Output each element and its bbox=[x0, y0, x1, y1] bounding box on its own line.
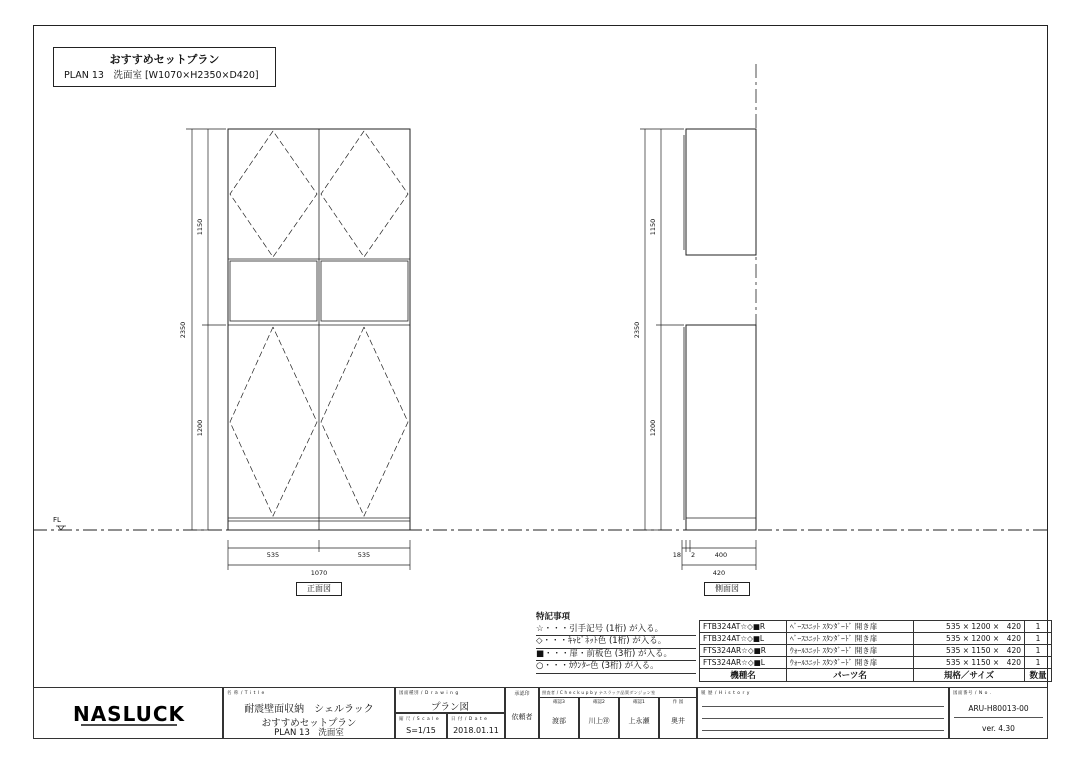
part-name-cell: ﾍﾞｰｽﾕﾆｯﾄ ｽﾀﾝﾀﾞｰﾄﾞ 開き扉 bbox=[787, 633, 914, 645]
side-dim-depth-b: 2 bbox=[691, 551, 696, 559]
plan-name: おすすめセットプラン bbox=[261, 718, 357, 729]
title-block bbox=[33, 687, 1048, 739]
size-cell: 535 × 1200 × 420 bbox=[914, 633, 1025, 645]
notes-heading: 特記事項 bbox=[536, 612, 571, 622]
svg-text:NASLUCK: NASLUCK bbox=[72, 702, 186, 726]
date-value: 2018.01.11 bbox=[453, 726, 499, 735]
check-col bbox=[659, 697, 697, 739]
table-row bbox=[700, 621, 1052, 633]
parts-table bbox=[699, 620, 1052, 682]
scale-cell bbox=[395, 713, 447, 739]
note-line: ○・・・ｶｳﾝﾀｰ色 (3桁) が入る。 bbox=[536, 661, 696, 674]
part-name-cell: ｳｫｰﾙﾕﾆｯﾄ ｽﾀﾝﾀﾞｰﾄﾞ 開き扉 bbox=[787, 657, 914, 669]
model-cell: FTS324AR☆◇■R bbox=[700, 645, 787, 657]
checker-name: 上永瀬 bbox=[628, 717, 650, 725]
check-col-label: 確認1 bbox=[633, 700, 645, 705]
side-dim-depth-main: 400 bbox=[714, 551, 728, 559]
table-row bbox=[700, 645, 1052, 657]
date-caption: 日 付 / D a t e bbox=[451, 717, 488, 722]
side-dim-lower: 1200 bbox=[649, 419, 657, 437]
part-name-cell: ｳｫｰﾙﾕﾆｯﾄ ｽﾀﾝﾀﾞｰﾄﾞ 開き扉 bbox=[787, 645, 914, 657]
header-model: 機種名 bbox=[700, 669, 787, 682]
name-cell bbox=[223, 687, 395, 739]
header-qty: 数量 bbox=[1025, 669, 1052, 682]
number-caption: 図面番号 / N o . bbox=[953, 691, 992, 696]
plan-title: おすすめセットプラン bbox=[109, 53, 220, 66]
scale-value: S=1/15 bbox=[406, 726, 436, 735]
model-cell: FTB324AT☆◇■R bbox=[700, 621, 787, 633]
product-name: 耐震壁面収納 シェルラック bbox=[244, 704, 374, 715]
scale-caption: 縮 尺 / S c a l e bbox=[399, 717, 440, 722]
note-line: ■・・・扉・前板色 (3桁) が入る。 bbox=[536, 649, 696, 662]
name-caption: 名 称 / T i t l e bbox=[227, 691, 265, 696]
front-dim-width-total: 1070 bbox=[310, 569, 328, 577]
drawing-caption: 図面種別 / D r a w i n g bbox=[399, 691, 459, 696]
side-vertical-dims bbox=[640, 129, 684, 530]
note-line: ☆・・・引手記号 (1桁) が入る。 bbox=[536, 624, 696, 637]
special-notes bbox=[536, 612, 696, 674]
table-row bbox=[700, 633, 1052, 645]
plan-number: PLAN 13 洗面室 bbox=[274, 728, 344, 738]
qty-cell: 1 bbox=[1025, 657, 1052, 669]
drawing-number: ARU-H80013-00 bbox=[968, 704, 1029, 713]
plan-subtitle: PLAN 13 洗面室 [W1070×H2350×D420] bbox=[64, 70, 259, 81]
side-view-label: 側面図 bbox=[704, 582, 750, 596]
front-view-label: 正面図 bbox=[296, 582, 342, 596]
header-part-name: パーツ名 bbox=[787, 669, 914, 682]
floor-level-marker bbox=[56, 526, 66, 530]
side-cabinet bbox=[684, 64, 756, 530]
date-cell bbox=[447, 713, 505, 739]
floor-level-label: FL bbox=[53, 516, 61, 524]
front-dim-upper: 1150 bbox=[196, 218, 204, 236]
check-col-label: 確認2 bbox=[593, 700, 605, 705]
side-dim-height-total: 2350 bbox=[633, 321, 641, 339]
history-cell bbox=[697, 687, 949, 739]
drawing-type-cell bbox=[395, 687, 505, 713]
front-dim-width-left: 535 bbox=[266, 551, 280, 559]
history-caption: 履 歴 / H i s t o r y bbox=[701, 691, 750, 696]
table-header-row bbox=[700, 669, 1052, 682]
note-line: ◇・・・ｷｬﾋﾞﾈｯﾄ色 (1桁) が入る。 bbox=[536, 636, 696, 649]
checker-name: 川上㊞ bbox=[588, 717, 610, 725]
model-cell: FTB324AT☆◇■L bbox=[700, 633, 787, 645]
check-col bbox=[539, 697, 579, 739]
checker-name: 渡部 bbox=[552, 717, 566, 725]
front-dim-height-total: 2350 bbox=[179, 321, 187, 339]
drawing-type: プラン図 bbox=[430, 702, 469, 713]
part-name-cell: ﾍﾞｰｽﾕﾆｯﾄ ｽﾀﾝﾀﾞｰﾄﾞ 開き扉 bbox=[787, 621, 914, 633]
header-size: 規格／サイズ bbox=[914, 669, 1025, 682]
size-cell: 535 × 1150 × 420 bbox=[914, 645, 1025, 657]
check-caption: 照査者 / C h e c k u p b y ナスラック品質ダンジョン室 bbox=[542, 690, 656, 695]
drawing-number-cell bbox=[949, 687, 1048, 739]
qty-cell: 1 bbox=[1025, 633, 1052, 645]
check-col-label: 確認3 bbox=[553, 700, 565, 705]
table-row bbox=[700, 657, 1052, 669]
front-dim-width-right: 535 bbox=[357, 551, 371, 559]
approval-caption: 承認印 bbox=[514, 691, 530, 697]
front-dim-lower: 1200 bbox=[196, 419, 204, 437]
check-col-label: 作 図 bbox=[672, 700, 684, 705]
front-vertical-dims bbox=[186, 129, 226, 530]
check-col bbox=[619, 697, 659, 739]
qty-cell: 1 bbox=[1025, 621, 1052, 633]
version-label: ver. 4.30 bbox=[982, 724, 1015, 733]
checker-name: 奥井 bbox=[671, 717, 685, 725]
check-col bbox=[579, 697, 619, 739]
side-dim-upper: 1150 bbox=[649, 218, 657, 236]
approval-cell bbox=[505, 687, 539, 739]
size-cell: 535 × 1150 × 420 bbox=[914, 657, 1025, 669]
model-cell: FTS324AR☆◇■L bbox=[700, 657, 787, 669]
side-dim-depth-total: 420 bbox=[712, 569, 726, 577]
size-cell: 535 × 1200 × 420 bbox=[914, 621, 1025, 633]
qty-cell: 1 bbox=[1025, 645, 1052, 657]
front-cabinet bbox=[228, 129, 410, 530]
requester-label: 依頼者 bbox=[511, 713, 533, 721]
front-horizontal-dims bbox=[228, 540, 410, 570]
logo-cell bbox=[33, 687, 223, 739]
nasluck-logo bbox=[34, 688, 224, 740]
side-dim-depth-a: 18 bbox=[672, 551, 681, 559]
